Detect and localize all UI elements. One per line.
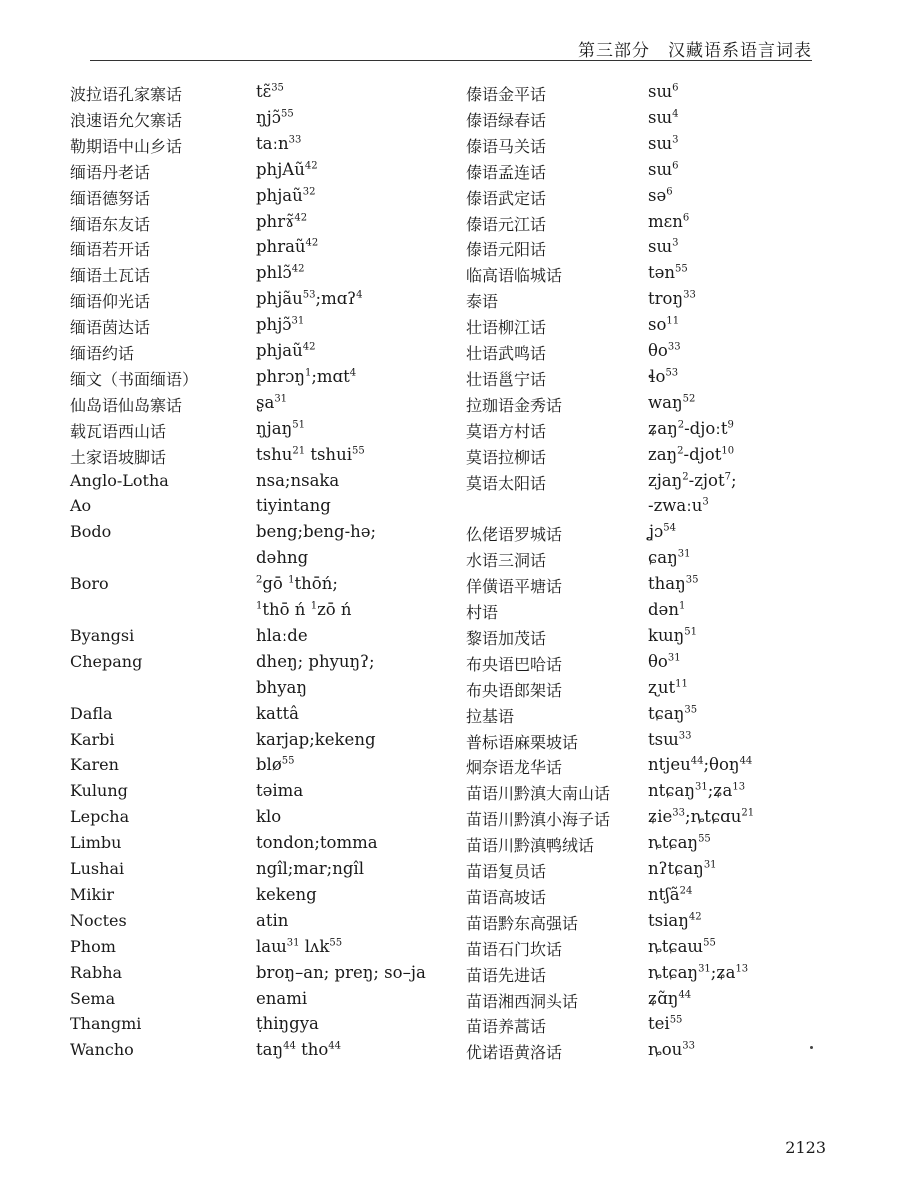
left-language-name: Sema bbox=[70, 988, 116, 1008]
right-language-name: 苗语川黔滇大南山话 bbox=[466, 784, 611, 804]
left-word-form: beng;beng-hə; bbox=[256, 522, 377, 542]
left-word-form: phjaũ$^{42}$ bbox=[256, 341, 316, 360]
left-language-name: Karen bbox=[70, 755, 119, 775]
right-word-form: kɯŋ$^{51}$ bbox=[648, 625, 698, 645]
left-language-name: Karbi bbox=[70, 729, 115, 749]
right-word-form: tən$^{55}$ bbox=[648, 263, 688, 283]
right-word-form: ʑaŋ$^2$-djoːt$^9$ bbox=[648, 418, 734, 438]
right-language-name: 莫语太阳话 bbox=[466, 473, 547, 493]
left-word-form: hlaːde bbox=[256, 625, 308, 645]
left-language-name: Chepang bbox=[70, 651, 143, 671]
right-language-name: 傣语孟连话 bbox=[466, 162, 547, 182]
left-language-name: Byangsi bbox=[70, 625, 135, 645]
right-language-name: 苗语川黔滇小海子话 bbox=[466, 810, 611, 830]
right-language-name: 水语三洞话 bbox=[466, 551, 547, 571]
right-word-form: tsiaŋ$^{42}$ bbox=[648, 910, 702, 930]
right-language-name: 佯僙语平塘话 bbox=[466, 577, 563, 597]
left-language-name: 缅语约话 bbox=[70, 344, 135, 363]
right-language-name: 黎语加茂话 bbox=[466, 628, 547, 648]
left-word-form: kattâ bbox=[256, 703, 299, 723]
left-word-form: tɛ̃$^{35}$ bbox=[256, 82, 284, 101]
left-language-name: Rabha bbox=[70, 962, 123, 982]
left-language-name: 载瓦语西山话 bbox=[70, 421, 167, 441]
left-language-name: Dafla bbox=[70, 703, 113, 723]
right-word-form: ȵtɕaŋ$^{31}$;ʑa$^{13}$ bbox=[648, 962, 749, 982]
left-language-name: Bodo bbox=[70, 522, 112, 542]
left-language-name: Mikir bbox=[70, 884, 114, 904]
page-number: 2123 bbox=[785, 1138, 826, 1157]
left-word-form: $^1$thō ń $^1$zō ń bbox=[256, 600, 352, 619]
right-language-name: 村语 bbox=[466, 603, 499, 622]
left-language-name: Wancho bbox=[70, 1040, 134, 1060]
right-language-name: 普标语麻栗坡话 bbox=[466, 732, 579, 752]
right-language-name: 傣语金平话 bbox=[466, 85, 547, 104]
right-language-name: 傣语绿春话 bbox=[466, 110, 547, 130]
left-language-name: 缅语仰光话 bbox=[70, 292, 151, 312]
right-word-form: ʑie$^{33}$;ȵtɕɑu$^{21}$ bbox=[648, 807, 755, 827]
right-word-form: ɬo$^{53}$ bbox=[648, 366, 679, 386]
left-language-name: Thangmi bbox=[70, 1014, 142, 1034]
right-word-form: ntɕaŋ$^{31}$;ʑa$^{13}$ bbox=[648, 781, 746, 801]
left-language-name: Lepcha bbox=[70, 807, 130, 827]
left-word-form: phraũ$^{42}$ bbox=[256, 237, 319, 257]
left-language-name: 土家语坡脚话 bbox=[70, 447, 167, 467]
left-word-form: nsa;nsaka bbox=[256, 470, 340, 490]
right-language-name: 布央语巴哈话 bbox=[466, 654, 563, 674]
left-word-form: karjap;kekeng bbox=[256, 729, 376, 749]
right-word-form: sə$^6$ bbox=[648, 185, 673, 205]
left-language-name: Lushai bbox=[70, 859, 125, 878]
right-word-form: -zwaːu$^3$ bbox=[648, 496, 709, 516]
left-language-name: Boro bbox=[70, 574, 109, 594]
right-language-name: 仫佬语罗城话 bbox=[466, 525, 563, 545]
header-rule bbox=[90, 60, 812, 61]
right-word-form: sɯ$^3$ bbox=[648, 133, 679, 153]
left-language-name: Kulung bbox=[70, 781, 128, 801]
right-word-form: waŋ$^{52}$ bbox=[648, 392, 696, 412]
right-language-name: 傣语元阳话 bbox=[466, 240, 547, 260]
right-language-name: 莫语方村话 bbox=[466, 421, 547, 441]
left-word-form: blø$^{55}$ bbox=[256, 755, 295, 775]
left-word-form: tiyintang bbox=[256, 496, 331, 516]
right-word-form: $\theta o^{31}$ bbox=[648, 651, 681, 671]
right-language-name: 拉基语 bbox=[466, 706, 515, 726]
left-language-name: Phom bbox=[70, 936, 116, 956]
left-language-name: Noctes bbox=[70, 910, 127, 930]
header-title: 第三部分 汉藏语系语言词表 bbox=[578, 41, 812, 61]
right-language-name: 壮语柳江话 bbox=[466, 318, 547, 338]
right-word-form: sɯ$^6$ bbox=[648, 82, 679, 101]
left-word-form: dəhng bbox=[256, 548, 309, 568]
right-language-name: 拉珈语金秀话 bbox=[466, 395, 563, 415]
left-word-form: phrɔŋ$^1$;mɑt$^4$ bbox=[256, 366, 357, 386]
left-language-name: 缅语土瓦话 bbox=[70, 266, 151, 286]
right-language-name: 傣语元江话 bbox=[466, 214, 547, 234]
left-language-name: 缅语德努话 bbox=[70, 188, 151, 208]
stray-dot bbox=[810, 1046, 813, 1049]
right-language-name: 布央语郎架话 bbox=[466, 680, 563, 700]
left-word-form: taːn$^{33}$ bbox=[256, 133, 302, 153]
right-word-form: ʐut$^{11}$ bbox=[648, 677, 688, 697]
left-language-name: 浪速语允欠寨话 bbox=[70, 110, 183, 130]
left-language-name: 缅语东友话 bbox=[70, 214, 151, 234]
left-word-form: tshu$^{21}$ tshui$^{55}$ bbox=[256, 444, 365, 464]
left-word-form: atin bbox=[256, 910, 289, 930]
left-language-name: 勒期语中山乡话 bbox=[70, 136, 183, 156]
left-word-form: phjaũ$^{32}$ bbox=[256, 185, 316, 205]
right-language-name: 壮语邕宁话 bbox=[466, 369, 547, 389]
right-word-form: $ʑɑ̃ŋ^{44}$ bbox=[648, 988, 692, 1008]
right-word-form: tɕaŋ$^{35}$ bbox=[648, 703, 698, 723]
right-word-form: sɯ$^6$ bbox=[648, 159, 679, 179]
right-language-name: 苗语湘西洞头话 bbox=[466, 991, 579, 1011]
right-language-name: 泰语 bbox=[466, 292, 499, 312]
page-header bbox=[0, 0, 900, 60]
left-word-form: təima bbox=[256, 781, 304, 801]
left-word-form: enami bbox=[256, 988, 308, 1008]
right-word-form: ʝɔ$^{54}$ bbox=[648, 522, 677, 542]
left-language-name: 波拉语孔家寨话 bbox=[70, 85, 183, 104]
right-language-name: 苗语川黔滇鸭绒话 bbox=[466, 836, 595, 856]
right-language-name: 傣语马关话 bbox=[466, 136, 547, 156]
left-language-name: 缅文（书面缅语） bbox=[70, 369, 199, 389]
left-language-name: 仙岛语仙岛寨话 bbox=[70, 395, 183, 415]
right-word-form: dən$^1$ bbox=[648, 600, 686, 619]
left-language-name: Ao bbox=[70, 496, 92, 516]
right-language-name: 苗语先进话 bbox=[466, 965, 547, 985]
right-language-name: 苗语黔东高强话 bbox=[466, 913, 579, 933]
left-word-form: phjãu$^{53}$;mɑʔ$^4$ bbox=[256, 289, 363, 309]
left-word-form: ngîl;mar;ngîl bbox=[256, 859, 364, 878]
right-word-form: $so^{11}$ bbox=[648, 315, 680, 335]
left-word-form: laɯ$^{31}$ lʌk$^{55}$ bbox=[256, 936, 343, 956]
left-word-form: phjɔ̃$^{31}$ bbox=[256, 315, 305, 335]
left-word-form: ṭhiŋgya bbox=[256, 1014, 319, 1034]
right-word-form: ȵou$^{33}$ bbox=[648, 1040, 696, 1060]
right-language-name: 傣语武定话 bbox=[466, 188, 547, 208]
right-word-form: $\theta o^{33}$ bbox=[648, 341, 681, 360]
left-word-form: broŋ–an; preŋ; so–ja bbox=[256, 962, 426, 982]
left-word-form: $^2$gō $^1$thōń; bbox=[256, 574, 338, 594]
right-language-name: 苗语石门坎话 bbox=[466, 939, 563, 959]
left-word-form: ŋjɔ̃$^{55}$ bbox=[256, 107, 294, 127]
left-language-name: Limbu bbox=[70, 833, 122, 853]
right-language-name: 临高语临城话 bbox=[466, 266, 563, 286]
right-word-form: nʔtɕaŋ$^{31}$ bbox=[648, 859, 717, 878]
left-word-form: phrɤ̃$^{42}$ bbox=[256, 211, 308, 231]
right-language-name: 壮语武鸣话 bbox=[466, 344, 547, 363]
right-language-name: 苗语养蒿话 bbox=[466, 1017, 547, 1037]
right-word-form: sɯ$^3$ bbox=[648, 237, 679, 257]
left-word-form: bhyaŋ bbox=[256, 677, 307, 697]
right-word-form: sɯ$^4$ bbox=[648, 107, 679, 127]
left-word-form: ʂa$^{31}$ bbox=[256, 392, 288, 412]
left-language-name: 缅语若开话 bbox=[70, 240, 151, 260]
right-word-form: ntjeu$^{44}$;θoŋ$^{44}$ bbox=[648, 755, 753, 775]
right-word-form: ntʃã$^{24}$ bbox=[648, 884, 693, 904]
right-word-form: mɛn$^6$ bbox=[648, 211, 690, 231]
right-word-form: troŋ$^{33}$ bbox=[648, 289, 696, 309]
right-word-form: thaŋ$^{35}$ bbox=[648, 574, 699, 594]
left-word-form: phlɔ̃$^{42}$ bbox=[256, 263, 305, 283]
left-word-form: phjAũ$^{42}$ bbox=[256, 159, 318, 179]
left-word-form: tondon;tomma bbox=[256, 833, 378, 853]
left-word-form: taŋ$^{44}$ tho$^{44}$ bbox=[256, 1040, 342, 1060]
left-word-form: dheŋ; phyuŋʔ; bbox=[256, 651, 375, 671]
right-word-form: tsɯ$^{33}$ bbox=[648, 729, 692, 749]
right-word-form: ȵtɕaɯ$^{55}$ bbox=[648, 936, 716, 956]
left-word-form: ŋjaŋ$^{51}$ bbox=[256, 418, 305, 438]
right-word-form: ȵtɕaŋ$^{55}$ bbox=[648, 833, 711, 853]
right-language-name: 苗语复员话 bbox=[466, 862, 547, 881]
right-language-name: 苗语高坡话 bbox=[466, 887, 547, 907]
right-word-form: tei$^{55}$ bbox=[648, 1014, 683, 1034]
right-word-form: zjaŋ$^2$-zjot$^7$; bbox=[648, 470, 737, 490]
left-language-name: Anglo-Lotha bbox=[70, 470, 169, 490]
right-language-name: 莫语拉柳话 bbox=[466, 447, 547, 467]
right-word-form: zaŋ$^2$-djot$^{10}$ bbox=[648, 444, 735, 464]
right-language-name: 炯奈语龙华话 bbox=[466, 758, 563, 778]
left-language-name: 缅语茵达话 bbox=[70, 318, 151, 338]
left-language-name: 缅语丹老话 bbox=[70, 162, 151, 182]
right-word-form: ɕaŋ$^{31}$ bbox=[648, 548, 691, 568]
right-language-name: 优诺语黄洛话 bbox=[466, 1043, 563, 1063]
left-word-form: klo bbox=[256, 807, 282, 827]
left-word-form: kekeng bbox=[256, 884, 317, 904]
